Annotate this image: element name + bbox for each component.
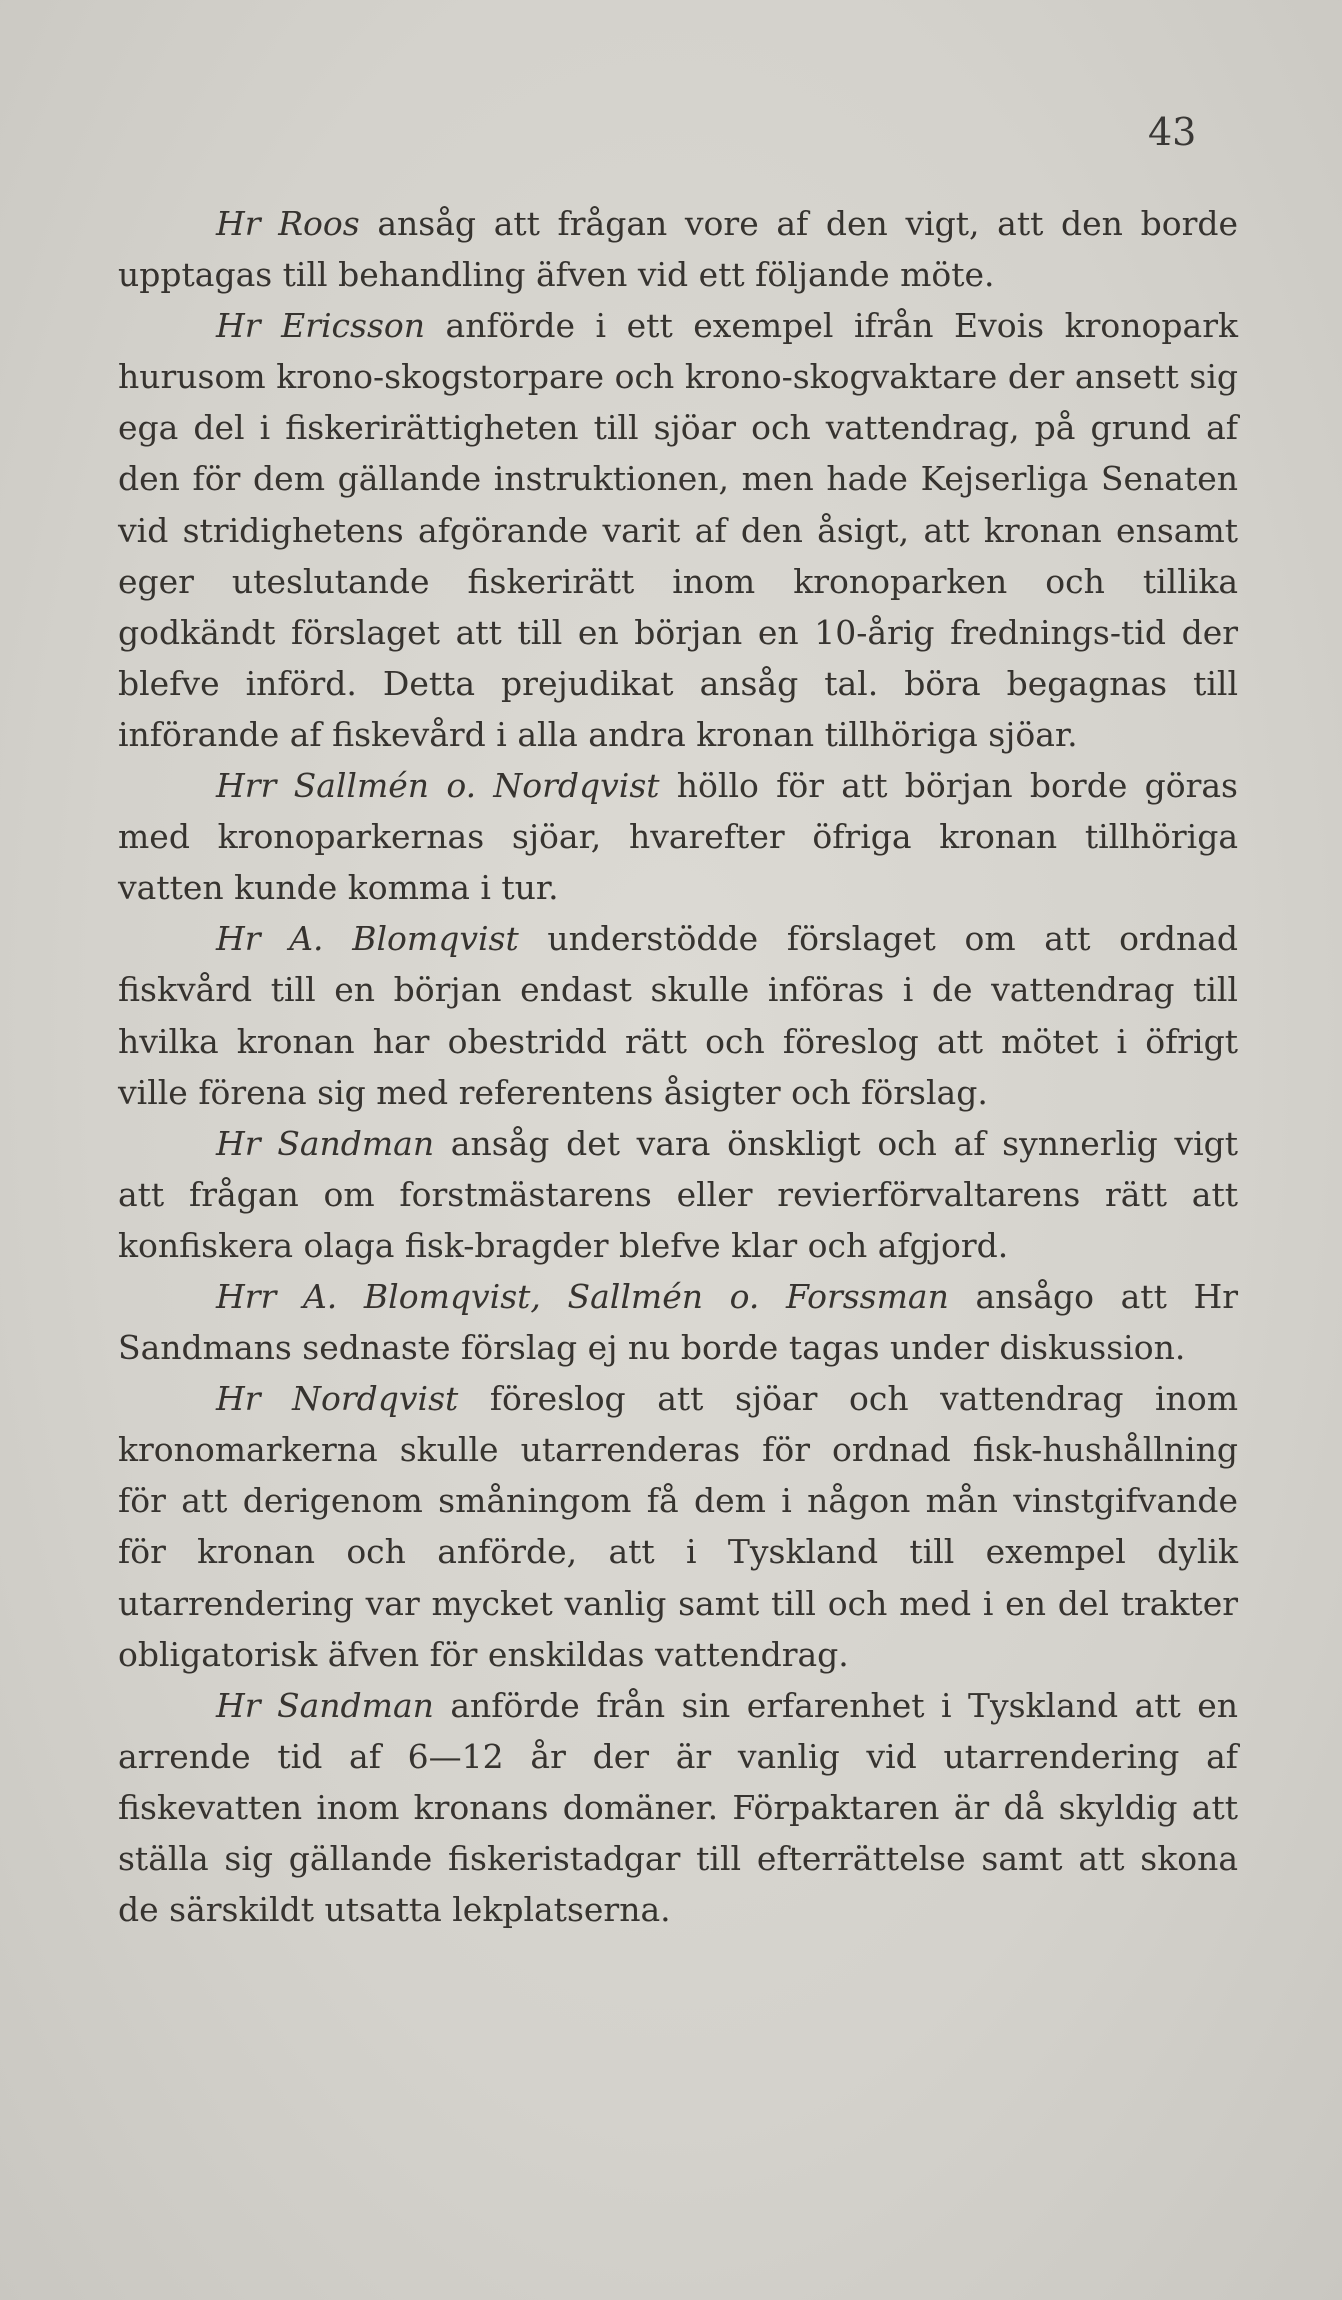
paragraph-text: föreslog att sjöar och vattendrag inom kronomarkerna skulle utarrenderas för ordnad fisk-hushållning för att derigenom småningom få dem i någon mån vinstgifvande för kronan och anförde, att i Tyskland till exempel dylik utarrendering var mycket vanlig samt till och med i en del trakter obligatorisk äfven för enskildas vattendrag.: [118, 1379, 1238, 1674]
page-number: 43: [1148, 110, 1197, 154]
paragraph-text: ansågo att Hr Sandmans sednaste förslag ej nu borde tagas under diskussion.: [118, 1276, 1239, 1368]
paragraph-text: ansåg att frågan vore af den vigt, att den borde upptagas till behandling äfven vid ett följande möte.: [118, 204, 1239, 295]
paragraph-blomqvist-sallmen-forssman: [118, 1271, 1238, 1373]
paragraph-text: anförde i ett exempel ifrån Evois kronopark hurusom krono-skogstorpare och krono-skogvaktare der ansett sig ega del i fiskerirättigheten till sjöar och vattendrag, på grund af den för dem gällande instruktionen, men hade Kejserliga Senaten vid stridighetens afgörande varit af den åsigt, att kronan ensamt eger uteslutande fiskerirätt inom kronoparken och tillika godkändt förslaget att till en början en 10-årig frednings-tid der blefve införd. Detta prejudikat ansåg tal. böra begagnas till införande af fiskevård i alla andra kronan tillhöriga sjöar.: [118, 306, 1238, 754]
paragraph-text: höllo för att början borde göras med kronoparkernas sjöar, hvarefter öfriga kronan tillhöriga vatten kunde komma i tur.: [118, 766, 1238, 908]
speaker-name: Hr Roos: [216, 204, 360, 243]
paragraph-roos: [118, 198, 1238, 300]
paragraph-sandman-2: [118, 1680, 1238, 1935]
paragraph-text: understödde förslaget om att ordnad fiskvård till en början endast skulle införas i de vattendrag till hvilka kronan har obestridd rätt och föreslog att mötet i öfrigt ville förena sig med referentens åsigter och förslag.: [118, 919, 1238, 1112]
speaker-name: Hr Sandman: [216, 1685, 434, 1725]
body-text: [118, 198, 1238, 1935]
paragraph-text: anförde från sin erfarenhet i Tyskland att en arrende tid af 6—12 år der är vanlig vid utarrendering af fiskevatten inom kronans domäner. Förpaktaren är då skyldig att ställa sig gällande fiskeristadgar till efterrättelse samt att skona de särskildt utsatta lekplatserna.: [118, 1685, 1238, 1930]
speaker-name: Hr Sandman: [216, 1123, 435, 1163]
speaker-name: Hr Ericsson: [216, 306, 425, 346]
paragraph-text: ansåg det vara önskligt och af synnerlig vigt att frågan om forstmästarens eller revierförvaltarens rätt att konfiskera olaga fisk-bragder blefve klar och afgjord.: [118, 1123, 1239, 1265]
speaker-name: Hrr Sallmén o. Nordqvist: [216, 766, 660, 806]
speaker-name: Hr A. Blomqvist: [216, 919, 519, 959]
paragraph-nordqvist: [118, 1373, 1238, 1680]
paragraph-blomqvist: [118, 913, 1238, 1117]
paragraph-sallmen-nordqvist: [118, 760, 1238, 913]
speaker-name: Hrr A. Blomqvist, Sallmén o. Forssman: [216, 1276, 949, 1316]
paragraph-ericsson: [118, 300, 1238, 760]
paragraph-sandman-1: [118, 1118, 1238, 1271]
speaker-name: Hr Nordqvist: [216, 1379, 459, 1419]
